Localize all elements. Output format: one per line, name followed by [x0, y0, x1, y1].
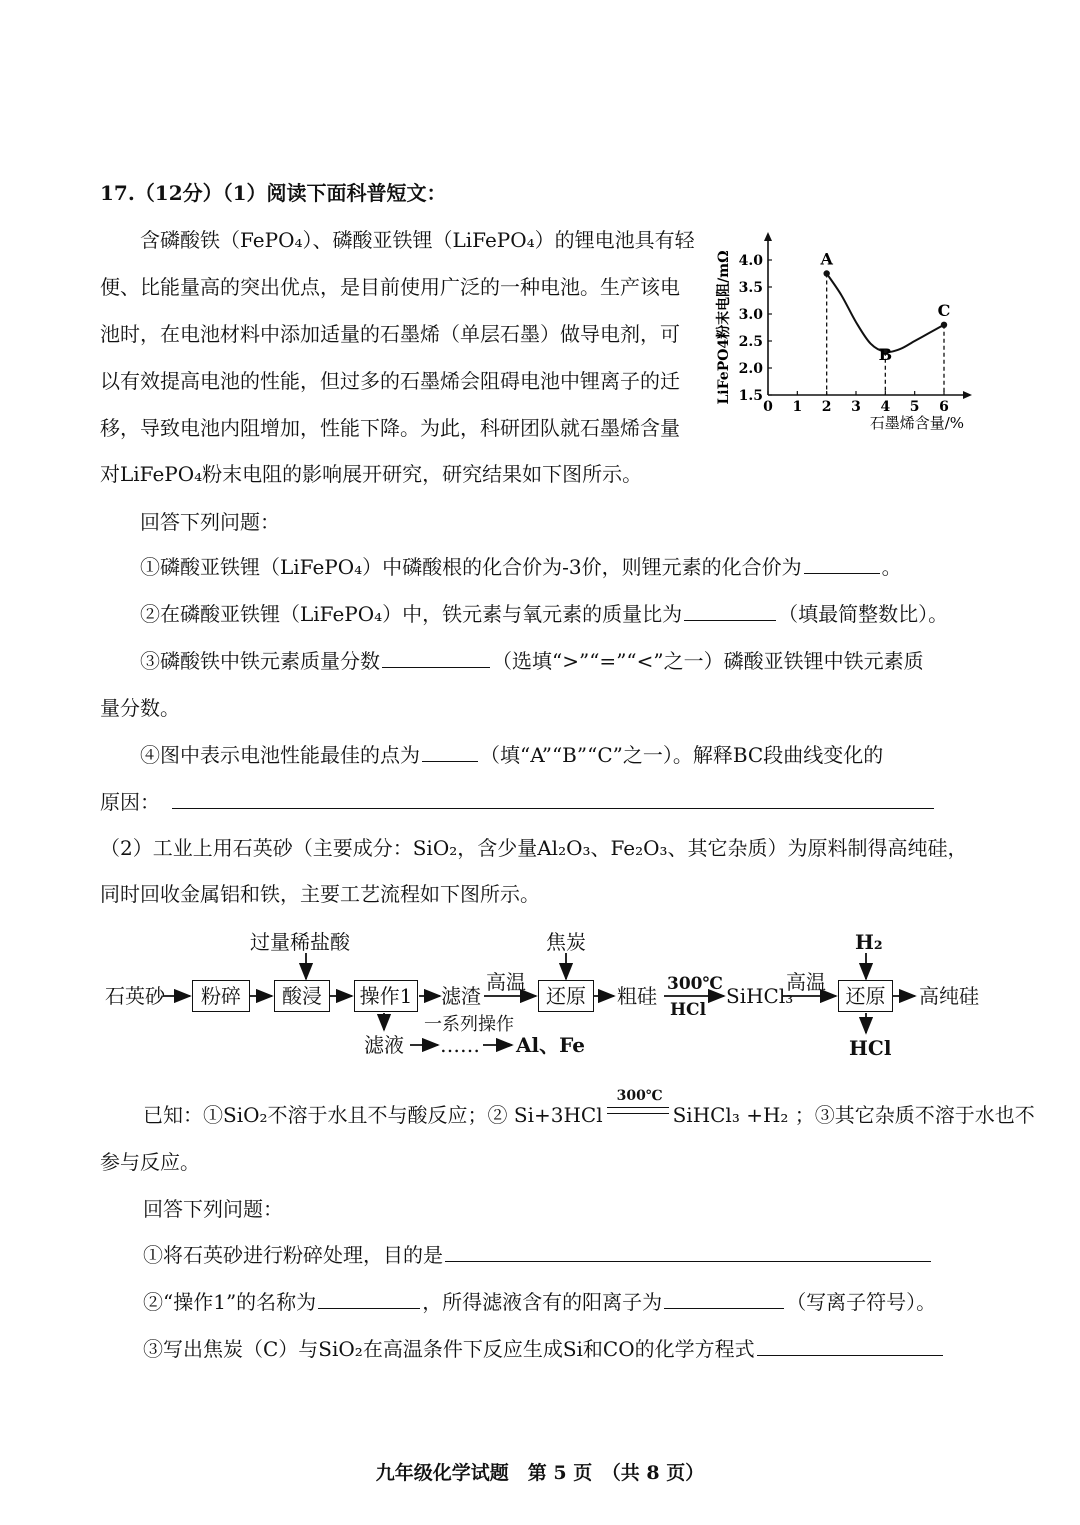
point-label-a: A — [820, 249, 833, 269]
answer-prompt: 回答下列问题： — [140, 510, 280, 534]
q3-text: ③磷酸铁中铁元素质量分数 — [140, 649, 380, 673]
p2q3-text: ③写出焦炭（C）与SiO₂在高温条件下反应生成Si和CO的化学方程式 — [143, 1337, 755, 1361]
point-label-b: B — [878, 344, 893, 364]
reaction-condition — [607, 1088, 669, 1122]
x-tick-label: 2 — [821, 399, 832, 415]
passage-line-1: 含磷酸铁（FePO₄）、磷酸亚铁锂（LiFePO₄）的锂电池具有轻 — [140, 228, 695, 252]
flow-input-hcl: 过量稀盐酸 — [250, 930, 350, 954]
passage-line-2: 便、比能量高的突出优点，是目前使用广泛的一种电池。生产该电 — [100, 275, 680, 299]
y-axis-arrow — [764, 232, 772, 241]
flow-crude-si: 粗硅 — [617, 984, 657, 1008]
flow-sihcl3: SiHCl₃ — [726, 984, 794, 1008]
flow-input-coke: 焦炭 — [546, 930, 586, 954]
q1-answer-blank[interactable] — [804, 553, 880, 574]
reaction-equals — [607, 1107, 669, 1114]
q4-answer-blank[interactable] — [422, 741, 478, 762]
p2q2-text-end: （写离子符号）。 — [786, 1290, 937, 1314]
resistance-curve — [827, 274, 944, 353]
page-footer: 九年级化学试题 第 5 页 （共 8 页） — [375, 1462, 705, 1484]
resistance-chart — [710, 230, 990, 440]
q2-text: ②在磷酸亚铁锂（LiFePO₄）中，铁元素与氧元素的质量比为 — [140, 602, 683, 626]
flow-step-reduce-2: 还原 — [838, 980, 893, 1012]
y-tick-label: 4.0 — [738, 253, 763, 269]
flow-cond-high-temp-1: 高温 — [486, 970, 526, 994]
x-tick-label: 4 — [880, 399, 891, 415]
q3-answer-blank[interactable] — [382, 647, 490, 668]
q1-end: 。 — [881, 555, 902, 579]
q4-text-end: （填“A”“B”“C”之一）。解释BC段曲线变化的 — [480, 743, 884, 767]
flow-series-ops: 一系列操作 — [424, 1014, 514, 1035]
y-tick-label: 2.5 — [738, 334, 763, 350]
q2-answer-blank[interactable] — [684, 600, 776, 621]
part2-question-3 — [143, 1335, 945, 1363]
part1-question-2 — [140, 600, 948, 628]
part1-question-3 — [140, 647, 924, 675]
part2-intro-2: 同时回收金属铝和铁，主要工艺流程如下图所示。 — [100, 882, 540, 906]
flow-cond-300: 300℃ — [667, 974, 723, 994]
part1-question-3-cont: 量分数。 — [100, 696, 180, 720]
part1-question-1 — [140, 553, 902, 581]
part2-question-1 — [143, 1241, 933, 1269]
part2-intro-1: （2）工业上用石英砂（主要成分：SiO₂，含少量Al₂O₃、Fe₂O₃、其它杂质）为原料制得高纯硅， — [100, 836, 968, 860]
passage-line-5: 移，导致电池内阻增加，性能下降。为此，科研团队就石墨烯含量 — [100, 416, 680, 440]
flow-output-hcl: HCl — [849, 1036, 892, 1060]
p2q1-text: ①将石英砂进行粉碎处理，目的是 — [143, 1243, 443, 1267]
q1-text: ①磷酸亚铁锂（LiFePO₄）中磷酸根的化合价为-3价，则锂元素的化合价为 — [140, 555, 802, 579]
x-tick-label: 0 — [763, 399, 773, 415]
point-label-c: C — [937, 300, 951, 320]
p2q1-answer-blank[interactable] — [445, 1241, 931, 1262]
x-tick-label: 3 — [851, 399, 861, 415]
p2q2-cation-blank[interactable] — [664, 1288, 784, 1309]
p2q2-text: ②“操作1”的名称为 — [143, 1290, 317, 1314]
part1-question-4-cont — [100, 788, 936, 816]
flow-filtrate: 滤液 — [364, 1033, 404, 1057]
p2q2-name-blank[interactable] — [318, 1288, 420, 1309]
flow-step-crush: 粉碎 — [192, 980, 250, 1012]
x-tick-label: 5 — [909, 399, 920, 415]
flow-start-quartz: 石英砂 — [105, 984, 165, 1008]
y-tick-label: 2.0 — [738, 361, 763, 377]
x-axis-label: 石墨烯含量/% — [869, 414, 964, 432]
x-tick-label: 6 — [939, 399, 949, 415]
p2q3-equation-blank[interactable] — [757, 1335, 943, 1356]
x-tick-label: 1 — [792, 399, 803, 415]
q3-text-end: （选填“>”“=”“<”之一）磷酸亚铁锂中铁元素质 — [492, 649, 924, 673]
known-text-b: SiHCl₃ +H₂ ；③其它杂质不溶于水也不 — [672, 1103, 1035, 1127]
flow-dots: …… — [440, 1033, 480, 1057]
flow-product-pure-si: 高纯硅 — [919, 984, 979, 1008]
reaction-condition-label: 300℃ — [616, 1088, 663, 1104]
flow-residue: 滤渣 — [441, 984, 481, 1008]
q4-reason-blank[interactable] — [172, 788, 934, 809]
point-a — [823, 270, 829, 276]
y-tick-label: 3.0 — [738, 307, 763, 323]
flow-cond-hcl: HCl — [670, 1000, 707, 1020]
question-header: 17.（12分）（1）阅读下面科普短文： — [100, 181, 447, 205]
known-text-a: 已知：①SiO₂不溶于水且不与酸反应；② Si+3HCl — [143, 1103, 603, 1127]
y-axis-label: LiFePO4粉末电阻/mΩ — [716, 250, 732, 405]
passage-line-3: 池时，在电池材料中添加适量的石墨烯（单层石墨）做导电剂，可 — [100, 322, 680, 346]
flow-input-h2: H₂ — [855, 930, 883, 954]
q2-text-end: （填最简整数比）。 — [778, 602, 949, 626]
flow-cond-high-temp-2: 高温 — [786, 970, 826, 994]
known-info-1 — [143, 1088, 1035, 1129]
y-tick-label: 1.5 — [738, 388, 763, 404]
flow-metals: Al、Fe — [516, 1033, 585, 1057]
part2-question-2 — [143, 1288, 936, 1316]
passage-line-4: 以有效提高电池的性能，但过多的石墨烯会阻碍电池中锂离子的迁 — [100, 369, 680, 393]
q4-text: ④图中表示电池性能最佳的点为 — [140, 743, 420, 767]
x-axis-arrow — [963, 391, 972, 399]
flow-step-reduce-1: 还原 — [538, 980, 594, 1012]
part1-question-4 — [140, 741, 883, 769]
y-tick-label: 3.5 — [738, 280, 763, 296]
q4-reason-label: 原因： — [100, 790, 160, 814]
point-c — [941, 322, 947, 328]
passage-line-6: 对LiFePO₄粉末电阻的影响展开研究，研究结果如下图所示。 — [100, 462, 643, 486]
known-info-2: 参与反应。 — [100, 1150, 200, 1174]
flow-step-acid-leach: 酸浸 — [274, 980, 330, 1012]
p2q2-text-mid: ，所得滤液含有的阳离子为 — [422, 1290, 663, 1314]
answer-prompt-2: 回答下列问题： — [143, 1197, 283, 1221]
flow-step-operation1: 操作1 — [354, 980, 418, 1012]
